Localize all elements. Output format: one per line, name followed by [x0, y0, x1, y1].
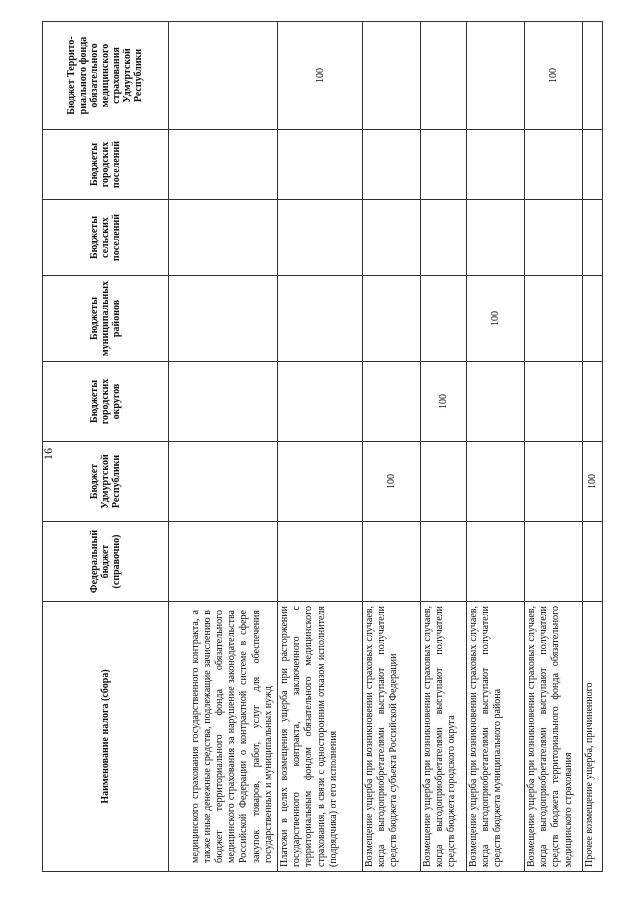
header-udmurt-budget: Бюджет Удмуртской Республики: [43, 442, 169, 522]
cell-tfoms: [421, 22, 467, 130]
tax-distribution-table: [42, 21, 603, 872]
cell-rural-settlements: [169, 200, 278, 276]
cell-city-districts: [583, 362, 603, 442]
cell-municipal-districts: [583, 276, 603, 362]
cell-federal: [363, 522, 421, 602]
table-row: [278, 22, 363, 872]
cell-rural-settlements: [363, 200, 421, 276]
cell-tfoms: 100: [525, 22, 583, 130]
cell-city-districts: [363, 362, 421, 442]
cell-urban-settlements: [278, 130, 363, 200]
cell-federal: [467, 522, 525, 602]
header-municipal-districts: Бюджеты муниципальных районов: [43, 276, 169, 362]
cell-rural-settlements: [467, 200, 525, 276]
cell-tfoms: [467, 22, 525, 130]
header-city-districts: Бюджеты городских округов: [43, 362, 169, 442]
table-row: [525, 22, 583, 872]
cell-federal: [421, 522, 467, 602]
cell-tfoms: [169, 22, 278, 130]
cell-city-districts: [467, 362, 525, 442]
cell-city-districts: [278, 362, 363, 442]
cell-tfoms: 100: [278, 22, 363, 130]
cell-udmurt: [467, 442, 525, 522]
cell-municipal-districts: [169, 276, 278, 362]
row-name: [583, 602, 603, 872]
cell-udmurt: [169, 442, 278, 522]
cell-federal: [169, 522, 278, 602]
header-row: [43, 22, 169, 872]
cell-urban-settlements: [421, 130, 467, 200]
row-name: Возмещение ущерба при возникновении страховых случаев, когда выгодоприобретателями выступают получатели средств бюджета территориального фонда обязательного медицинского страхования: [525, 602, 583, 872]
table-row: [467, 22, 525, 872]
row-name: [169, 602, 278, 872]
cell-rural-settlements: [583, 200, 603, 276]
table-row: [169, 22, 278, 872]
cell-municipal-districts: [363, 276, 421, 362]
cell-rural-settlements: [278, 200, 363, 276]
cell-udmurt: 100: [583, 442, 603, 522]
cell-city-districts: [169, 362, 278, 442]
cell-rural-settlements: [525, 200, 583, 276]
cell-urban-settlements: [467, 130, 525, 200]
cell-udmurt: [525, 442, 583, 522]
cell-municipal-districts: [421, 276, 467, 362]
cell-municipal-districts: [278, 276, 363, 362]
row-name: Возмещение ущерба при возникновении страховых случаев, когда выгодоприобретателями выступают получатели средств бюджета субъекта Российской Федерации: [363, 602, 421, 872]
cell-city-districts: 100: [421, 362, 467, 442]
table-row: [363, 22, 421, 872]
cell-tfoms: [583, 22, 603, 130]
rotated-table-container: [42, 22, 602, 872]
cell-federal: [278, 522, 363, 602]
row-name: Возмещение ущерба при возникновении страховых случаев, когда выгодоприобретателями выступают получатели средств бюджета городского округа: [421, 602, 467, 872]
row-name: Платежи в целях возмещения ущерба при расторжении государственного контракта, заключенного с территориальным фондом обязательного медицинского страхования, в связи с односторонним отказом исполнителя (подрядчика) от его исполнения: [278, 602, 363, 872]
cell-city-districts: [525, 362, 583, 442]
page-number: 16: [41, 448, 55, 460]
cell-rural-settlements: [421, 200, 467, 276]
cell-federal: [583, 522, 603, 602]
row-name: Возмещение ущерба при возникновении страховых случаев, когда выгодоприобретателями выступают получатели средств бюджета муниципального района: [467, 602, 525, 872]
cell-udmurt: [421, 442, 467, 522]
cell-urban-settlements: [363, 130, 421, 200]
cell-urban-settlements: [525, 130, 583, 200]
header-tax-name: Наименование налога (сбора): [43, 602, 169, 872]
cell-udmurt: [278, 442, 363, 522]
cell-municipal-districts: 100: [467, 276, 525, 362]
cell-urban-settlements: [169, 130, 278, 200]
table-row: [421, 22, 467, 872]
row-name-text: медицинского страхования государственного контракта, а также иные денежные средства, подлежащие зачислению в бюджет территориального фонда обязательного медицинского страхования за нарушение законодательства Российской Федерации о контрактной системе в сфере закупок товаров, работ, услуг для обеспечения государственных и муниципальных нужд: [189, 610, 274, 863]
header-tfoms-budget: Бюджет Террито-риального фонда обязательного медицинского страхования Удмуртской Республики: [43, 22, 169, 130]
cell-federal: [525, 522, 583, 602]
header-urban-settlements: Бюджеты городских поселений: [43, 130, 169, 200]
header-rural-settlements: Бюджеты сельских поселений: [43, 200, 169, 276]
cell-udmurt: 100: [363, 442, 421, 522]
row-name-text: Прочее возмещение ущерба, причиненного: [584, 682, 595, 867]
table-row: [583, 22, 603, 872]
cell-tfoms: [363, 22, 421, 130]
cell-municipal-districts: [525, 276, 583, 362]
header-federal-budget: Федеральный бюджет (справочно): [43, 522, 169, 602]
cell-urban-settlements: [583, 130, 603, 200]
